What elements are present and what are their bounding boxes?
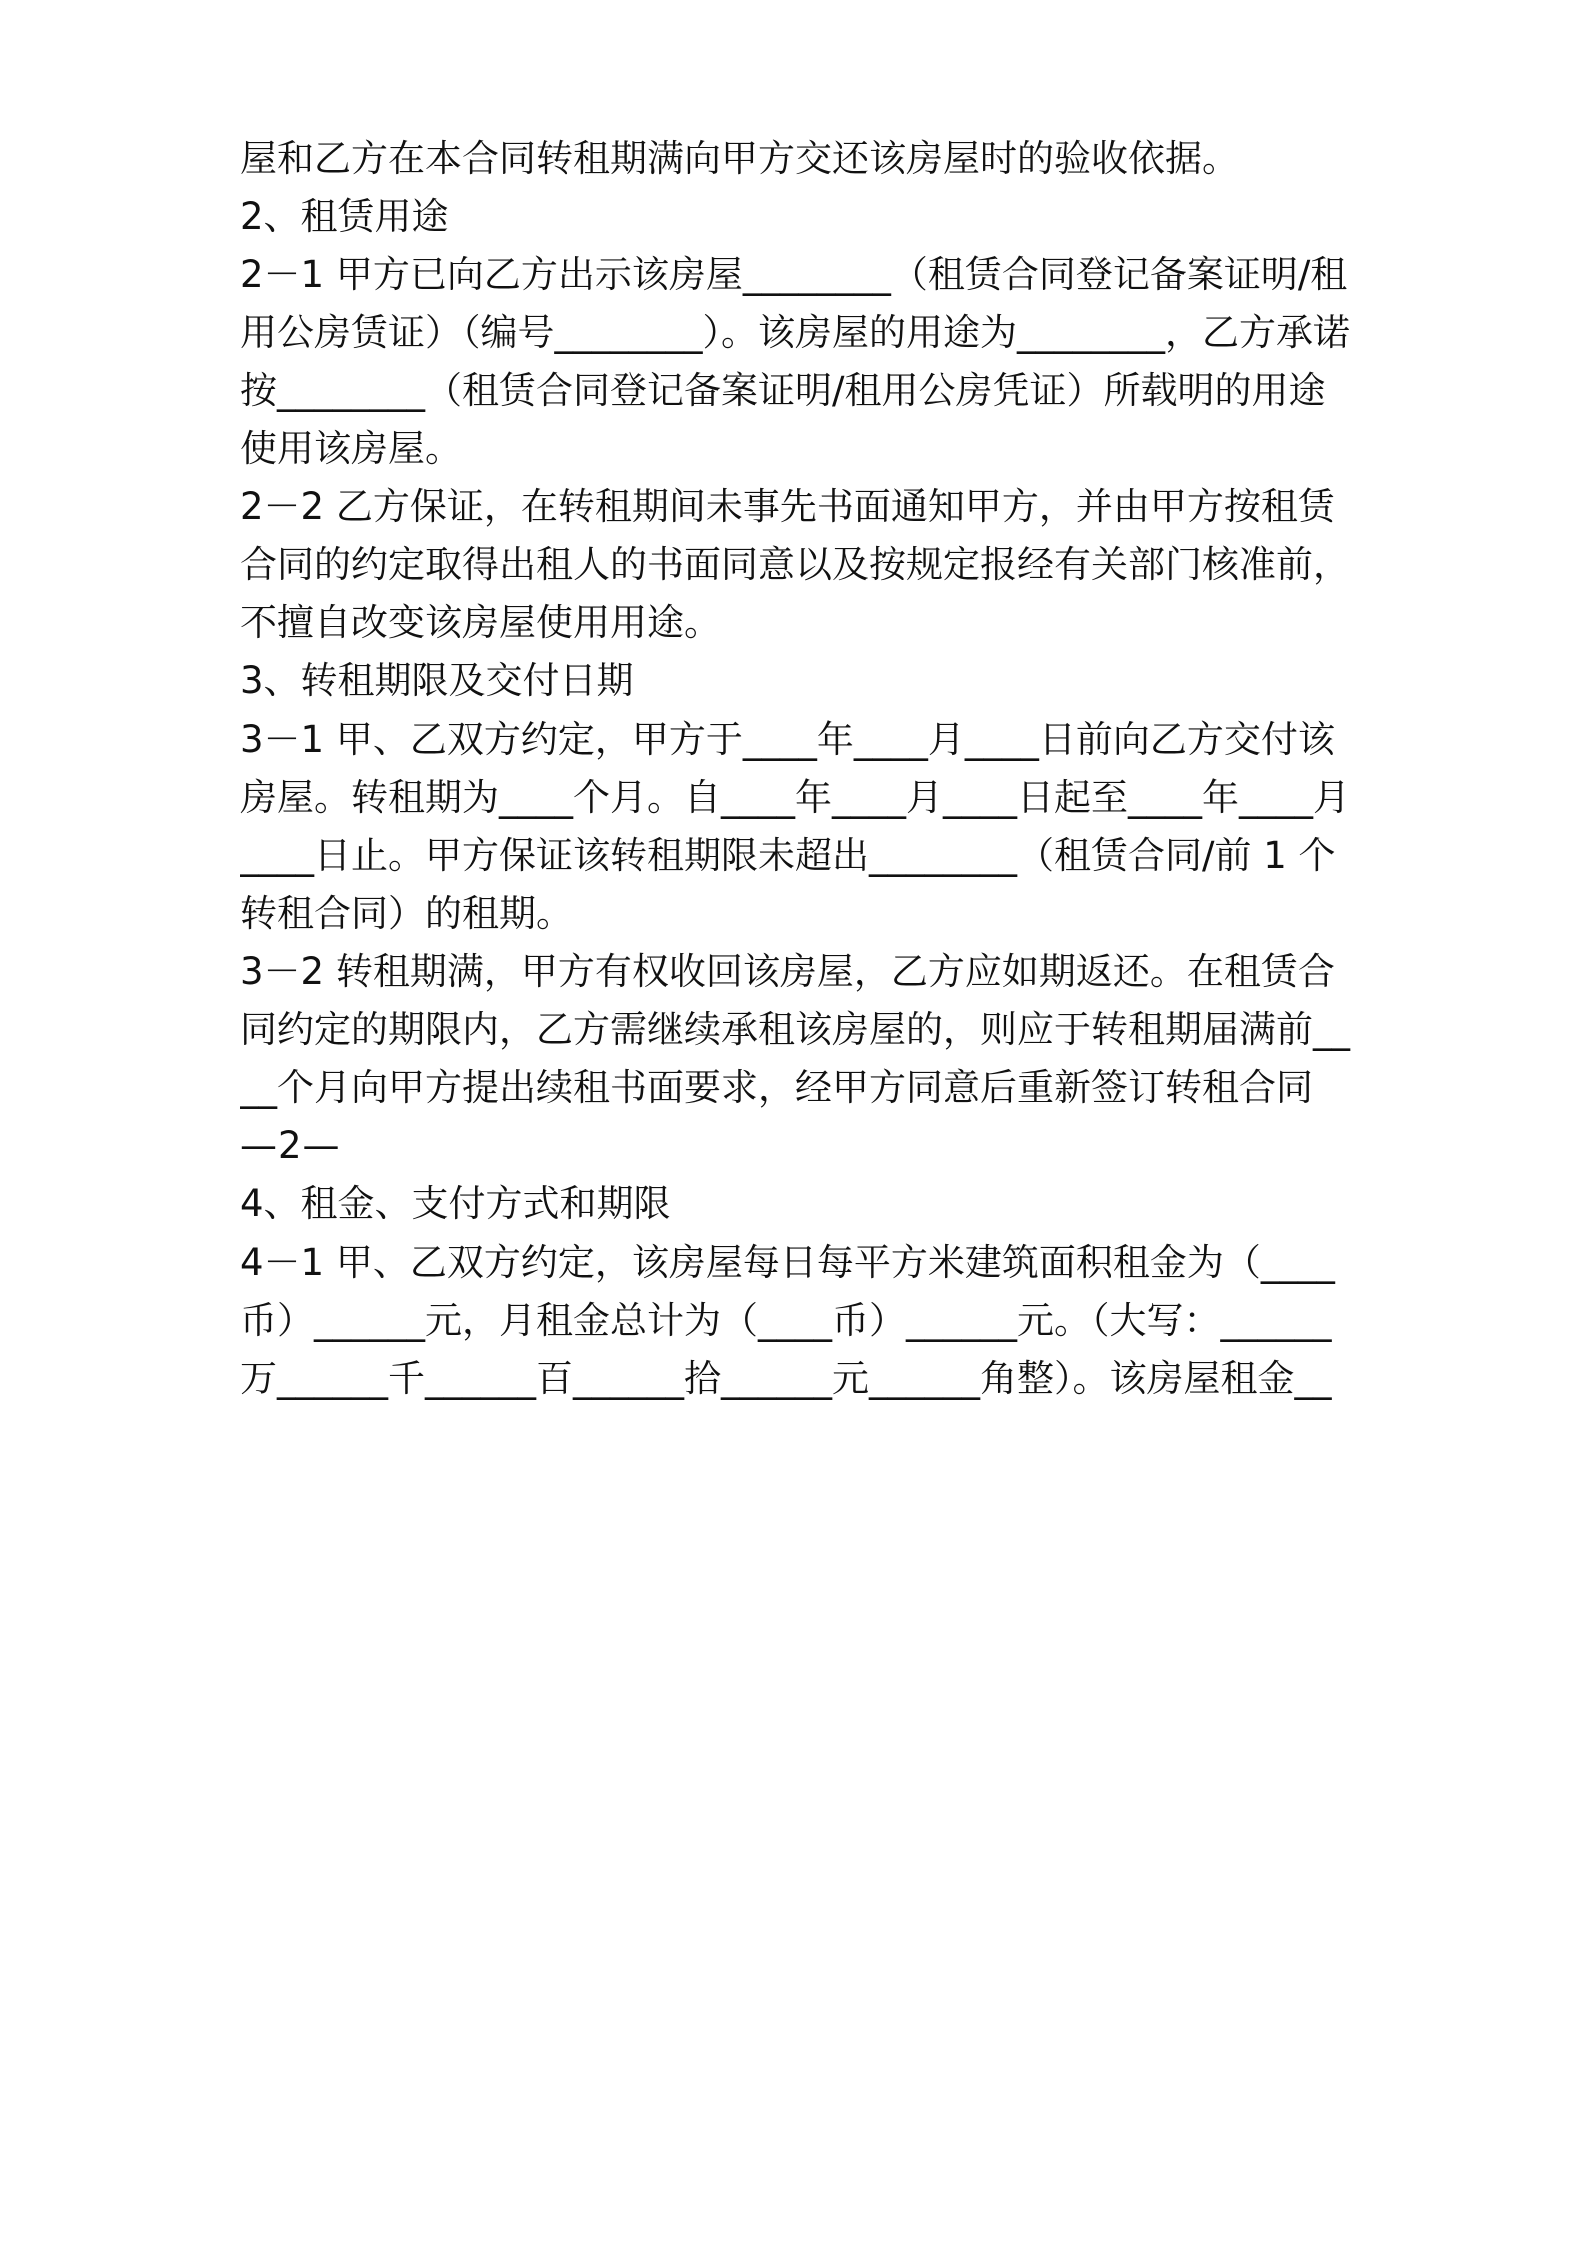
body-text-line: 万______千______百______拾______元______角整）。该房屋租金__	[240, 1357, 1332, 1400]
clause-3-1-text: 3－1 甲、乙双方约定，甲方于____年____月____日前向乙方交付该	[240, 718, 1335, 761]
clause-2-1-text: 2－1 甲方已向乙方出示该房屋________（租赁合同登记备案证明/租	[240, 253, 1348, 296]
body-text-line: ____日止。甲方保证该转租期限未超出________（租赁合同/前 1 个	[240, 834, 1336, 877]
clause-4-1-text: 4－1 甲、乙双方约定，该房屋每日每平方米建筑面积租金为（____	[240, 1241, 1335, 1284]
body-text-line: 同约定的期限内，乙方需继续承租该房屋的，则应于转租期届满前__	[240, 1008, 1350, 1051]
body-text-line: 转租合同）的租期。	[240, 892, 573, 935]
body-text-line: __个月向甲方提出续租书面要求，经甲方同意后重新签订转租合同	[240, 1066, 1313, 1109]
page-number: —2—	[240, 1124, 341, 1167]
body-text-line: 用公房赁证）（编号________）。该房屋的用途为________，乙方承诺	[240, 311, 1350, 354]
clause-3-2-text: 3－2 转租期满，甲方有权收回该房屋，乙方应如期返还。在租赁合	[240, 950, 1335, 993]
section-heading-rental-use: 2、租赁用途	[240, 195, 449, 238]
section-heading-sublease-term: 3、转租期限及交付日期	[240, 659, 634, 702]
body-text-line: 使用该房屋。	[240, 427, 462, 470]
body-text-line: 合同的约定取得出租人的书面同意以及按规定报经有关部门核准前，	[240, 543, 1350, 586]
body-text-line: 不擅自改变该房屋使用用途。	[240, 601, 721, 644]
clause-2-2-text: 2－2 乙方保证，在转租期间未事先书面通知甲方，并由甲方按租赁	[240, 485, 1335, 528]
body-text-line: 币）______元，月租金总计为（____币）______元。（大写：______	[240, 1299, 1332, 1342]
section-heading-rent-payment: 4、租金、支付方式和期限	[240, 1182, 671, 1225]
body-text-line: 房屋。转租期为____个月。自____年____月____日起至____年____月	[240, 776, 1350, 819]
body-text-line: 屋和乙方在本合同转租期满向甲方交还该房屋时的验收依据。	[240, 137, 1239, 180]
body-text-line: 按________（租赁合同登记备案证明/租用公房凭证）所载明的用途	[240, 369, 1326, 412]
